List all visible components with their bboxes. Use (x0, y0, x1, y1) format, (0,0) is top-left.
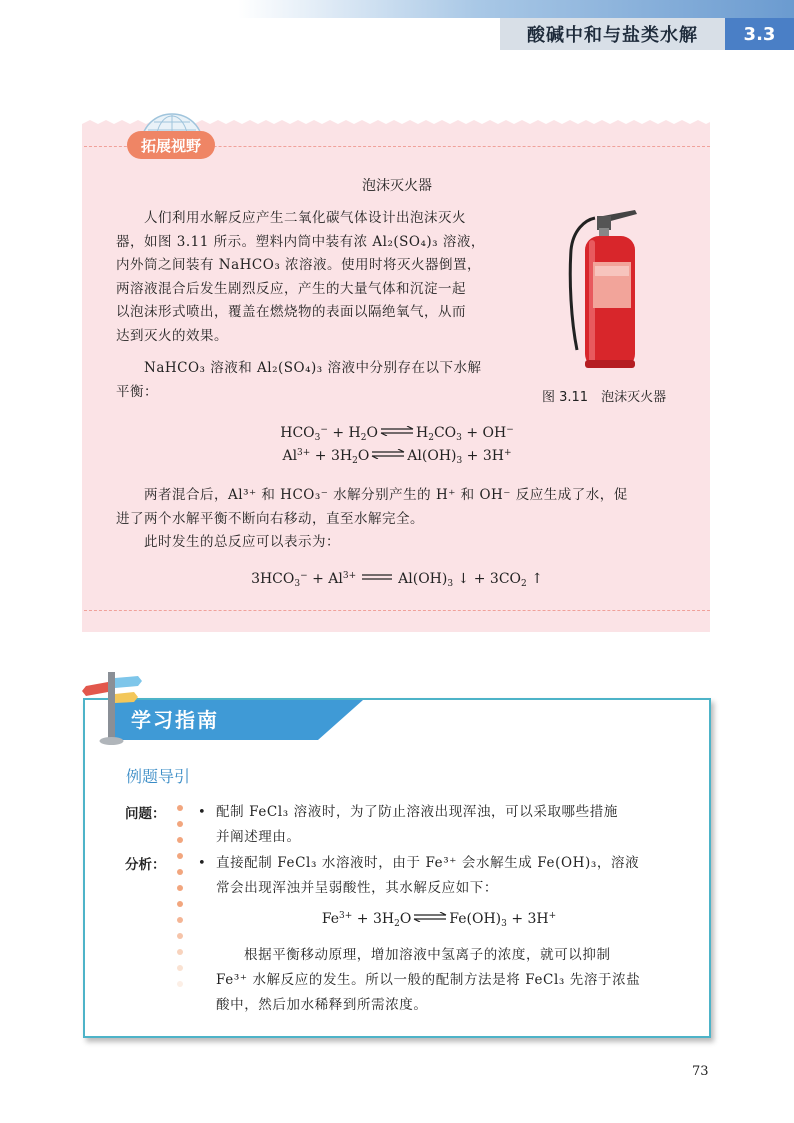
dotted-divider (176, 804, 184, 994)
chapter-title: 酸碱中和与盐类水解 (500, 18, 725, 50)
figure-caption: 图 3.11 泡沫灭火器 (542, 390, 667, 405)
conclusion-line-1: 根据平衡移动原理，增加溶液中氢离子的浓度，就可以抑制 (244, 947, 611, 963)
question-bullet: • (198, 805, 206, 820)
equation-2: $Al^{3+} + 3H_2O$ $Al(OH)_3 + 3H^+$ (282, 448, 512, 466)
question-label: 问题： (125, 806, 166, 822)
para3-line-2: 进了两个水解平衡不断向右移动，直至水解完全。 (116, 510, 424, 527)
analysis-line-1: 直接配制 FeCl₃ 水溶液时，由于 Fe³⁺ 会水解生成 Fe(OH)₃，溶液 (216, 855, 640, 871)
section-number: 3.3 (725, 18, 794, 50)
page-number: 73 (692, 1064, 709, 1079)
question-text (216, 800, 686, 850)
study-equation: $Fe^{3+} + 3H_2O$ $Fe(OH)_3 + 3H^+$ (321, 911, 557, 929)
para3-line-1: 两者混合后，Al³⁺ 和 HCO₃⁻ 水解分别产生的 H⁺ 和 OH⁻ 反应生成了水，促 (144, 487, 628, 503)
extension-badge: 拓展视野 (127, 131, 215, 159)
equation-1: $HCO_3^- + H_2O$ $H_2CO_3 + OH^-$ (280, 425, 514, 443)
para1-line-3: 内外筒之间装有 NaHCO₃ 浓溶液。使用时将灭火器倒置， (116, 257, 482, 274)
analysis-bullet: • (198, 856, 206, 871)
extension-paragraph-1 (116, 207, 536, 349)
conclusion-line-2: Fe³⁺ 水解反应的发生。所以一般的配制方法是将 FeCl₃ 先溶于浓盐 (216, 972, 641, 988)
question-line-1: 配制 FeCl₃ 溶液时，为了防止溶液出现浑浊，可以采取哪些措施 (216, 804, 618, 820)
equation-3: $3HCO_3^- + Al^{3+}$ $Al(OH)_3$ ↓ + $3CO_2$ ↑ (251, 571, 543, 589)
para1-line-1: 人们利用水解反应产生二氧化碳气体设计出泡沫灭火 (144, 210, 466, 226)
para1-line-6: 达到灭火的效果。 (116, 327, 228, 344)
fire-extinguisher-image (565, 210, 649, 372)
study-guide-title: 学习指南 (131, 708, 219, 732)
question-line-2: 并阐述理由。 (216, 829, 301, 845)
study-guide-subtitle: 例题导引 (126, 767, 191, 786)
analysis-label: 分析： (125, 857, 166, 873)
para1-line-4: 两溶液混合后发生剧烈反应，产生的大量气体和沉淀一起 (116, 280, 466, 297)
para1-line-5: 以泡沫形式喷出，覆盖在燃烧物的表面以隔绝氧气，从而 (116, 304, 466, 321)
para2-line-2: 平衡： (116, 383, 158, 400)
analysis-text (216, 851, 686, 901)
extension-title: 泡沫灭火器 (362, 178, 432, 194)
conclusion-line-3: 酸中，然后加水稀释到所需浓度。 (216, 997, 428, 1013)
bottom-dashed-line (84, 610, 710, 611)
para1-line-2: 器，如图 3.11 所示。塑料内筒中装有浓 Al₂(SO₄)₃ 溶液， (116, 233, 485, 250)
para2-line-1: NaHCO₃ 溶液和 Al₂(SO₄)₃ 溶液中分别存在以下水解 (144, 360, 482, 376)
analysis-line-2: 常会出现浑浊并呈弱酸性，其水解反应如下： (216, 880, 498, 896)
para3-line-3: 此时发生的总反应可以表示为： (144, 534, 340, 551)
extension-paragraph-3 (116, 484, 682, 555)
header-gradient-band (0, 0, 794, 18)
extension-paragraph-2 (116, 357, 536, 404)
conclusion-text (216, 943, 686, 1018)
